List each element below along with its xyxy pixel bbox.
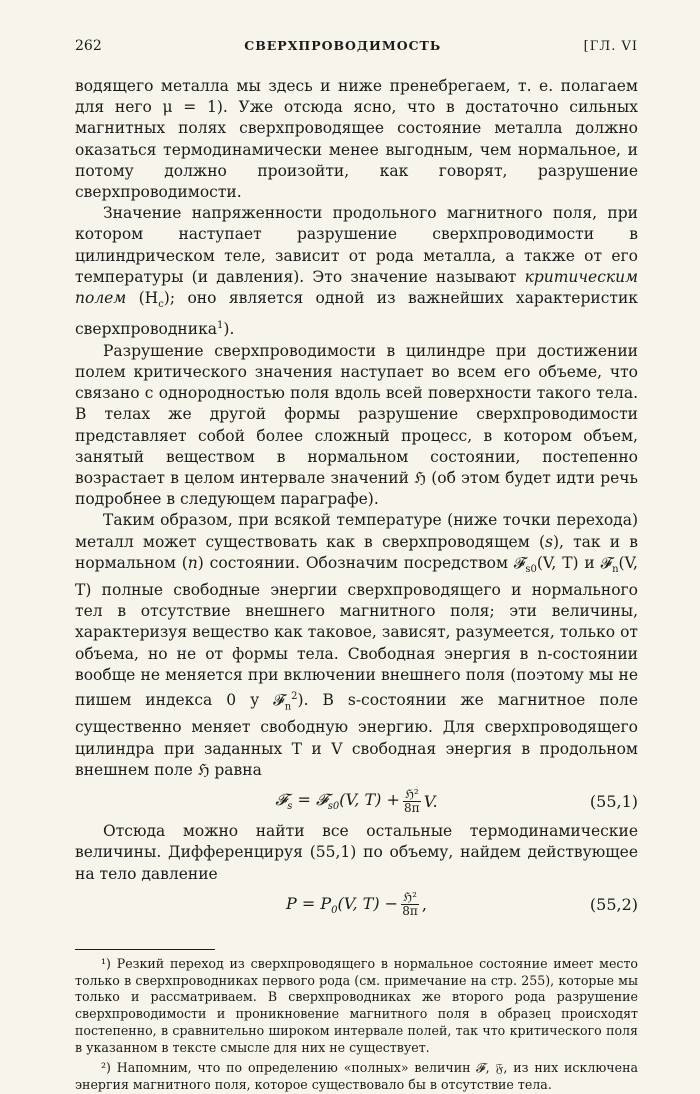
page-number: 262	[75, 38, 102, 54]
term-critical-field: критическим полем	[75, 267, 638, 308]
footnote-mark-1: 1	[217, 320, 224, 332]
footnote-2: ²) Напомним, что по определению «полных» величин 𝓕, 𝔉, из них исключена энергия магнитного поля, которое существовало бы в отсутствие тела.	[75, 1060, 638, 1093]
footnote-divider	[75, 949, 215, 950]
paragraph-3: Разрушение сверхпроводимости в цилиндре при достижении полем критического значения наступает во всем его объеме, что связано с однородностью поля вдоль всей поверхности такого тела. В телах же другой формы разрушение сверхпроводимости представляет собой более сложный процесс, в котором объем, занятый веществом в нормальном состоянии, постепенно возрастает в целом интервале значений ℌ (об этом будет идти речь подробнее в следующем параграфе).	[75, 341, 638, 509]
chapter-label: [ГЛ. VI	[583, 39, 638, 54]
fraction: $\frac{\text{ℌ²}}{8\pi}$	[404, 786, 420, 815]
equation-label: (55,1)	[589, 791, 638, 811]
equation-55-2: $P = P_0(V$, T) − $\frac{\text{ℌ²}}{8\pi}$ , (55,2)	[285, 890, 638, 919]
footnote-1: ¹) Резкий переход из сверхпроводящего в нормальное состояние имеет место только в сверхпроводниках первого рода (см. примечание на стр. 255), которые мы только и рассматриваем. В сверхпроводниках же второго рода разрушение сверхпроводимости и проникновение магнитного поля в образец происходят постепенно, в сравнительно широком интервале полей, так что критического поля в указанном в тексте смысле для них не существует.	[75, 955, 638, 1055]
paragraph-4: Таким образом, при всякой температуре (ниже точки перехода) металл может существовать как в сверхпроводящем (s), так и в нормальном (n) состоянии. Обозначим посредством 𝓕$_{s0}$(V, T) и 𝓕$_n$(V, T) полные свободные энергии сверхпроводящего и нормального тел в отсутствие внешнего магнитного поля; эти величины, характеризуя вещество как таковое, зависят, разумеется, только от объема, но не от формы тела. Свободная энергия в n-состоянии вообще не меняется при включении внешнего поля (поэтому мы не пишем индекса 0 у 𝓕$_n^2$). В s-состоянии же магнитное поле существенно меняет свободную энергию. Для сверхпроводящего цилиндра при заданных T и V свободная энергия в продольном внешнем поле ℌ равна	[75, 511, 639, 779]
footnote-mark-2: 2	[291, 691, 298, 703]
paragraph-5: Отсюда можно найти все остальные термодинамические величины. Дифференцируя (55,1) по объему, найдем действующее на тело давление	[75, 822, 638, 883]
running-title: СВЕРХПРОВОДИМОСТЬ	[244, 38, 442, 53]
page-header	[75, 38, 638, 60]
fraction: $\frac{\text{ℌ²}}{8\pi}$	[402, 890, 418, 919]
equation-55-1: 𝓕$_s$ = 𝓕$_{s0}$(V, T) + $\frac{\text{ℌ²}}{8\pi}$ V. (55,1)	[275, 786, 638, 815]
paragraph-1: водящего металла мы здесь и ниже пренебрегаем, т. е. полагаем для него μ = 1). Уже отсюда ясно, что в достаточно сильных магнитных полях сверхпроводящее состояние металла должно оказаться термодинамически менее выгодным, чем нормальное, и потому должно произойти, как говорят, разрушение сверхпроводимости.	[75, 77, 638, 202]
equation-label: (55,2)	[589, 895, 638, 915]
paragraph-2: Значение напряженности продольного магнитного поля, при котором наступает разрушение сверхпроводимости в цилиндрическом теле, зависит от рода металла, а также от его температуры (и давления). Это значение называют критическим полем $(H_c)$; оно является одной из важнейших характеристик сверхпроводника$^1$).	[75, 204, 638, 339]
